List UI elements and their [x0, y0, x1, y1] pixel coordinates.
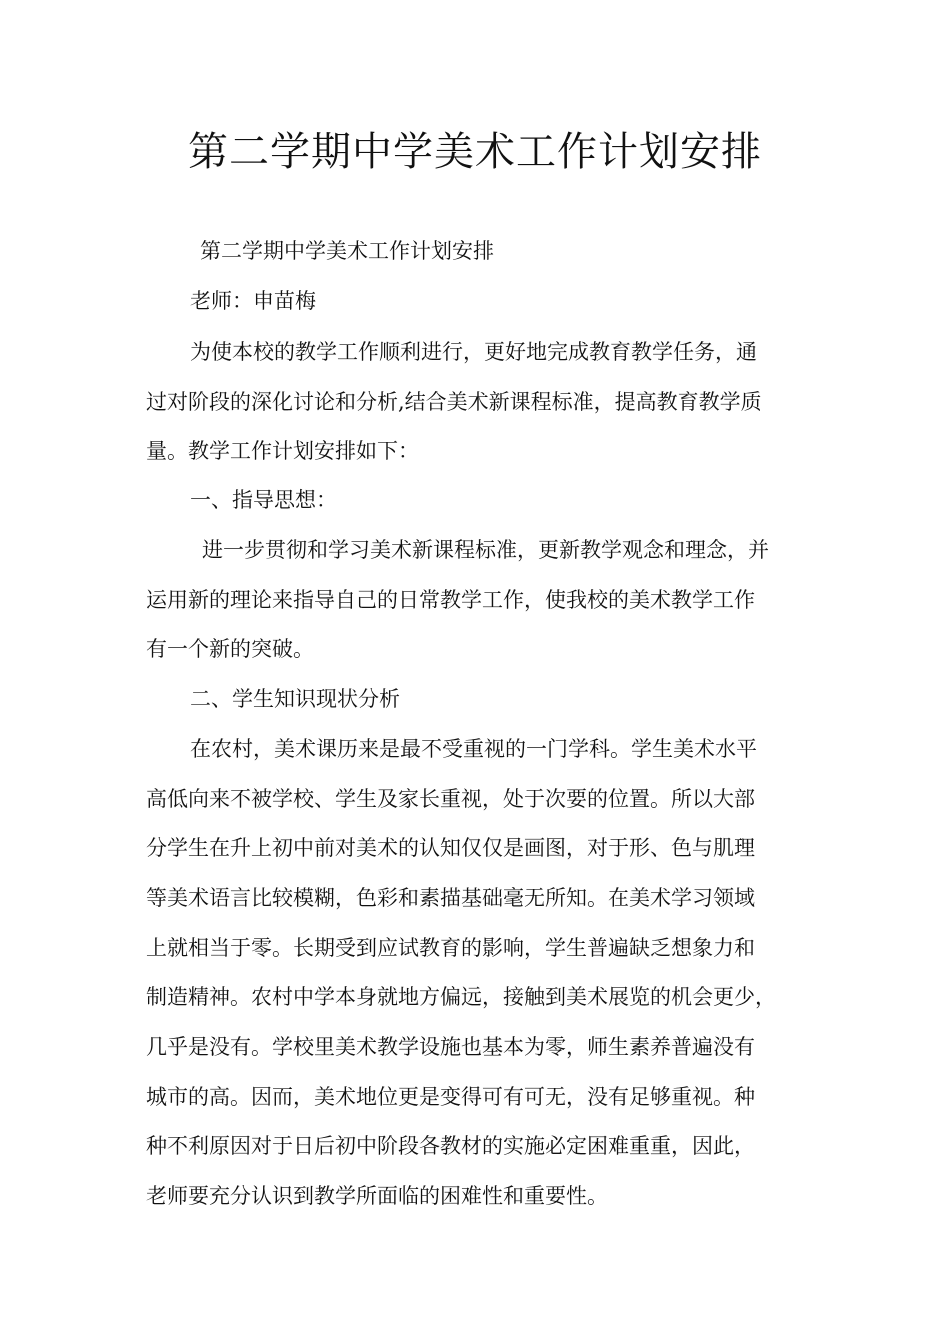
intro-line: 量。教学工作计划安排如下：	[146, 439, 419, 463]
paragraph-line: 城市的高。因而，美术地位更是变得可有可无，没有足够重视。种	[146, 1085, 755, 1109]
paragraph-line: 几乎是没有。学校里美术教学设施也基本为零，师生素养普遍没有	[146, 1035, 755, 1059]
paragraph-line: 运用新的理论来指导自己的日常教学工作，使我校的美术教学工作	[146, 588, 755, 612]
intro-line: 为使本校的教学工作顺利进行，更好地完成教育教学任务，通	[190, 340, 757, 364]
paragraph-line: 有一个新的突破。	[146, 637, 314, 661]
intro-line: 过对阶段的深化讨论和分析,结合美术新课程标准，提高教育教学质	[146, 390, 762, 414]
paragraph-line: 上就相当于零。长期受到应试教育的影响，学生普遍缺乏想象力和	[146, 936, 755, 960]
paragraph-line: 种不利原因对于日后初中阶段各教材的实施必定困难重重，因此，	[146, 1134, 755, 1158]
document-subtitle: 第二学期中学美术工作计划安排	[200, 239, 494, 263]
paragraph-line: 制造精神。农村中学本身就地方偏远，接触到美术展览的机会更少，	[146, 985, 776, 1009]
paragraph-line: 分学生在升上初中前对美术的认知仅仅是画图，对于形、色与肌理	[146, 836, 755, 860]
paragraph-line: 高低向来不被学校、学生及家长重视，处于次要的位置。所以大部	[146, 787, 755, 811]
document-title: 第二学期中学美术工作计划安排	[188, 129, 762, 175]
section-heading: 二、学生知识现状分析	[190, 687, 400, 711]
paragraph-line: 进一步贯彻和学习美术新课程标准，更新教学观念和理念，并	[202, 538, 769, 562]
paragraph-line: 老师要充分认识到教学所面临的困难性和重要性。	[146, 1184, 608, 1208]
section-heading: 一、指导思想：	[190, 488, 337, 512]
paragraph-line: 在农村，美术课历来是最不受重视的一门学科。学生美术水平	[190, 737, 757, 761]
teacher-line: 老师：申苗梅	[190, 289, 316, 313]
paragraph-line: 等美术语言比较模糊，色彩和素描基础毫无所知。在美术学习领域	[146, 886, 755, 910]
